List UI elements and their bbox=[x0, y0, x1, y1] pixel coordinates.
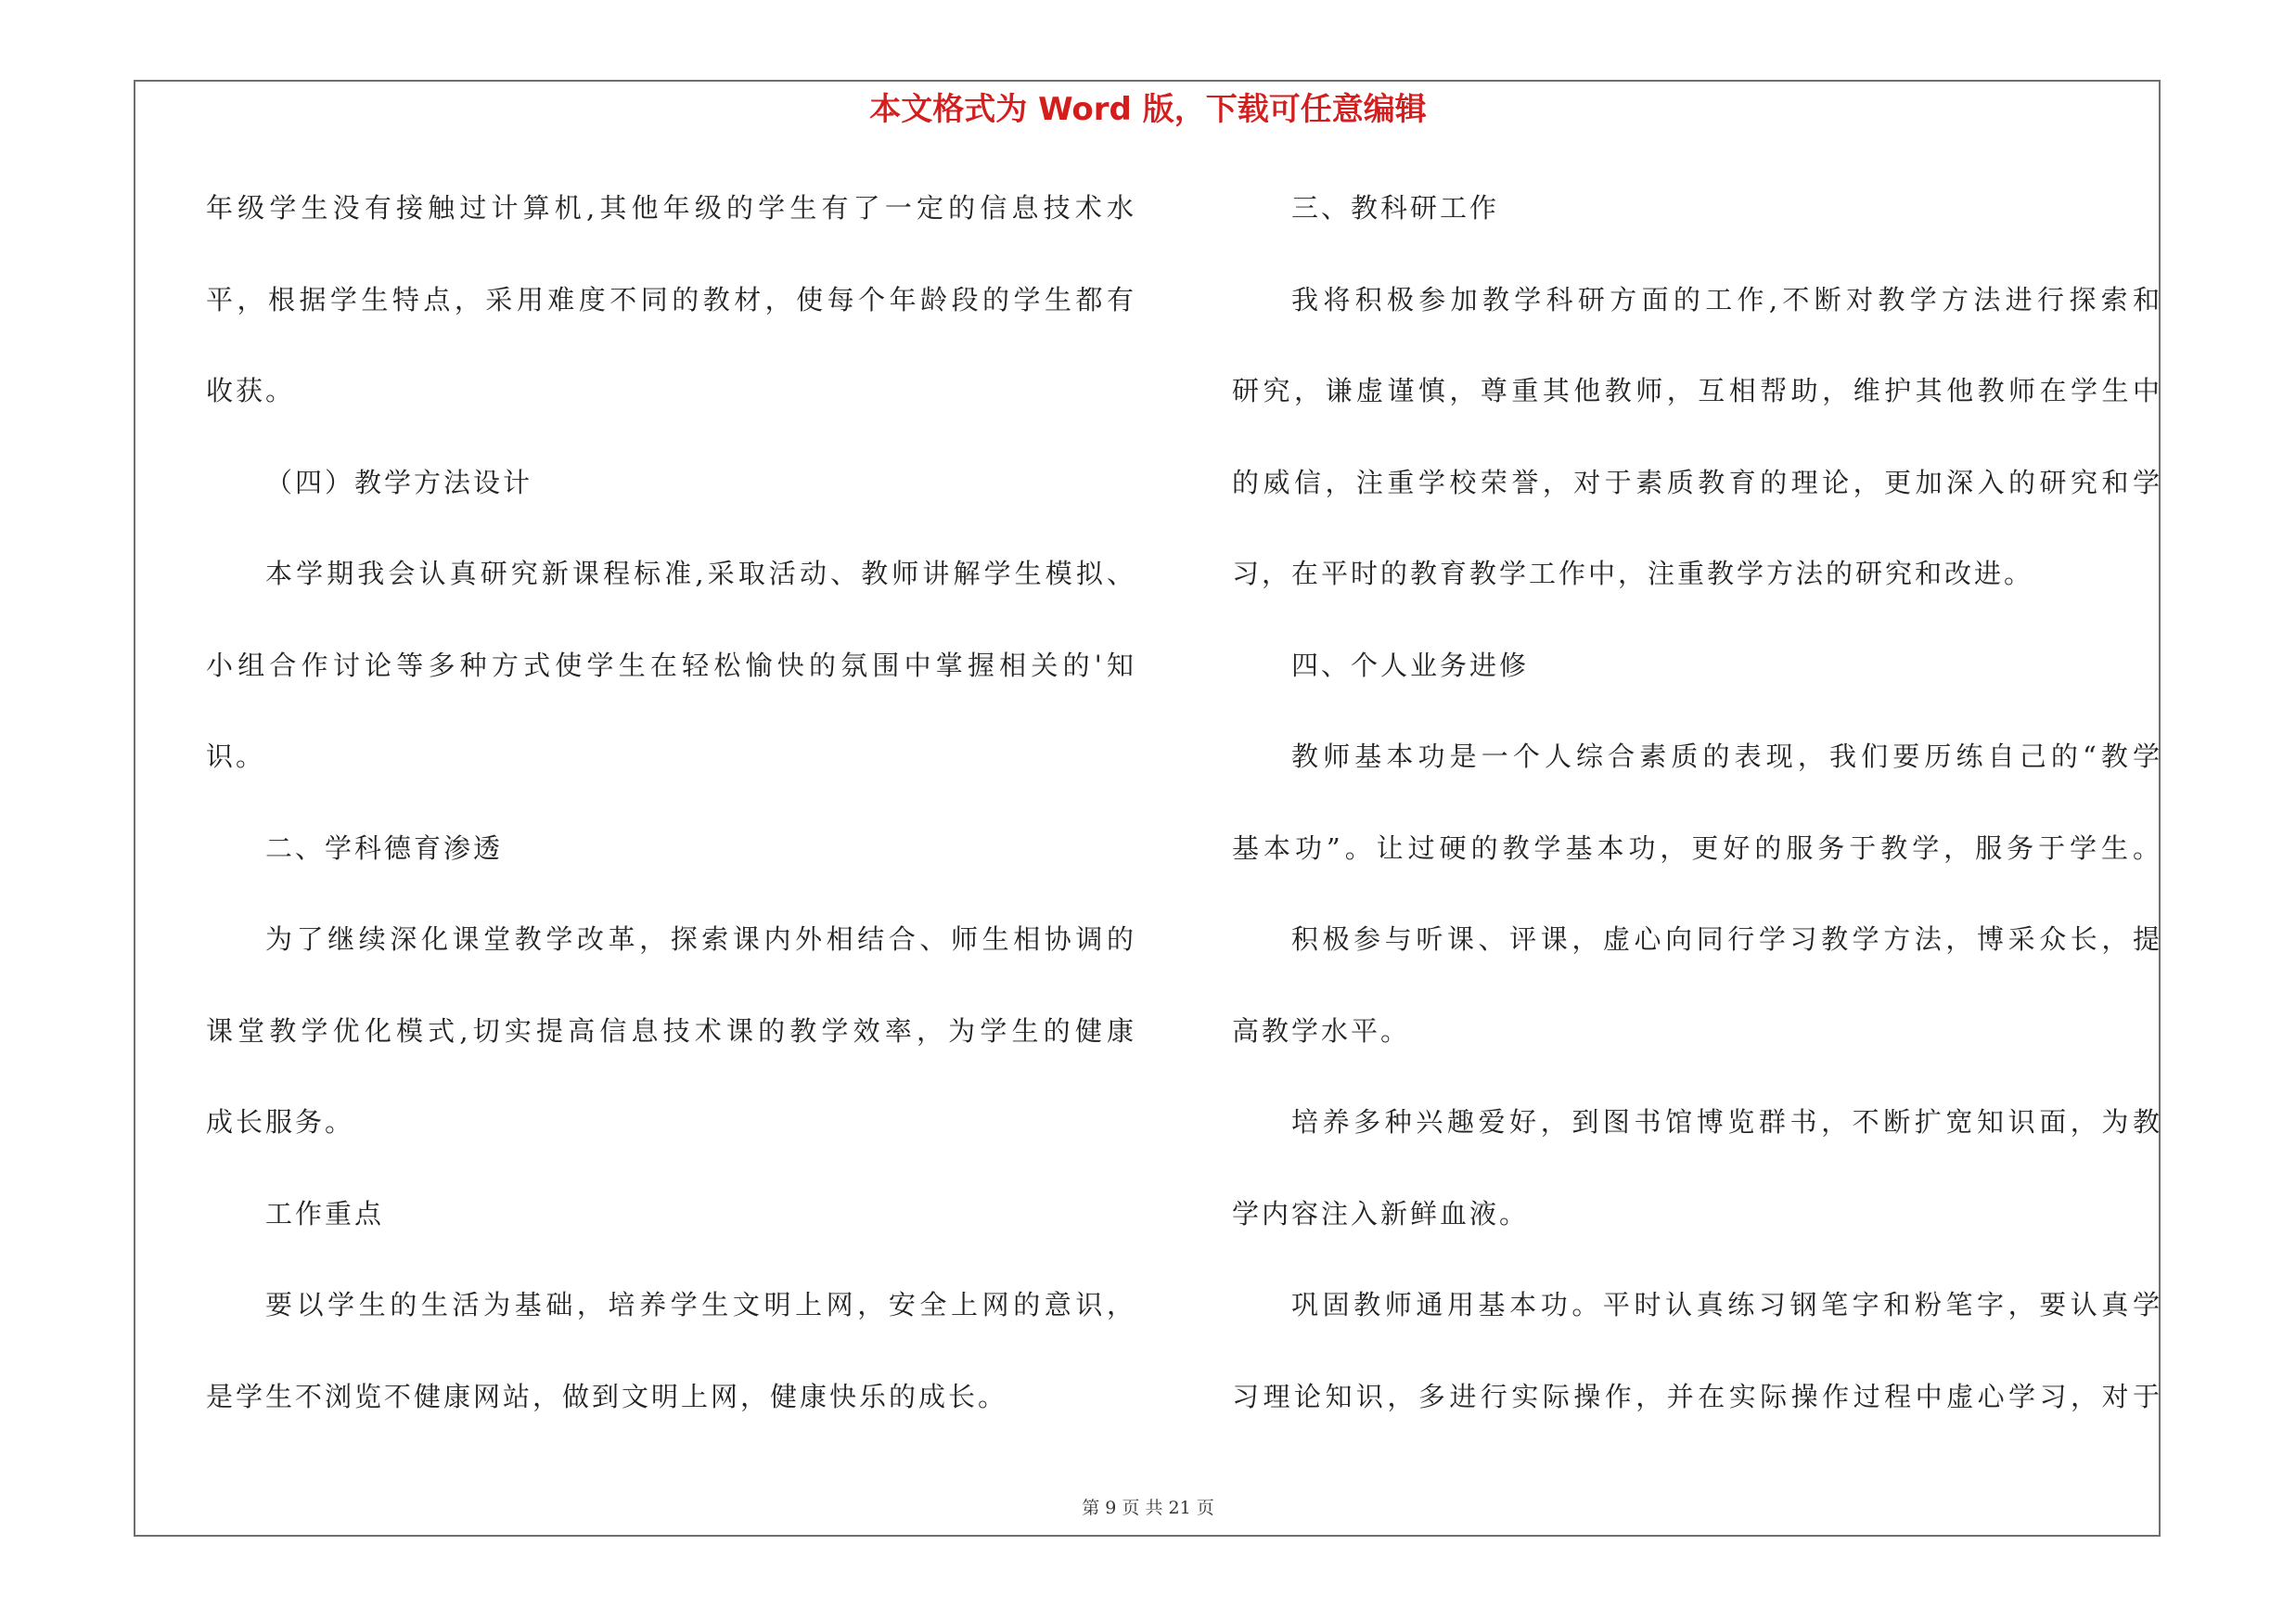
text-line: 三、教科研工作 bbox=[1291, 192, 1500, 224]
text-line: 要以学生的生活为基础，培养学生文明上网，安全上网的意识， bbox=[265, 1289, 1134, 1320]
text-line: 为了继续深化课堂教学改革，探索课内外相结合、师生相协调的 bbox=[265, 923, 1134, 955]
text-line: 小组合作讨论等多种方式使学生在轻松愉快的氛围中掌握相关的'知 bbox=[206, 649, 1134, 681]
text-line: 我将积极参加教学科研方面的工作,不断对教学方法进行探索和 bbox=[1291, 283, 2160, 316]
text-line: 课堂教学优化模式,切实提高信息技术课的教学效率，为学生的健康 bbox=[206, 1014, 1134, 1047]
text-line: 四、个人业务进修 bbox=[1291, 649, 1530, 681]
text-line: 工作重点 bbox=[265, 1197, 385, 1230]
text-line: 习理论知识，多进行实际操作，并在实际操作过程中虚心学习，对于 bbox=[1232, 1380, 2160, 1412]
text-line: 是学生不浏览不健康网站，做到文明上网，健康快乐的成长。 bbox=[206, 1380, 1008, 1412]
format-banner: 本文格式为 Word 版，下载可任意编辑 bbox=[869, 91, 1427, 128]
text-line: 习，在平时的教育教学工作中，注重教学方法的研究和改进。 bbox=[1232, 558, 2034, 589]
text-line: 平，根据学生特点，采用难度不同的教材，使每个年龄段的学生都有 bbox=[206, 283, 1134, 316]
text-line: 学内容注入新鲜血液。 bbox=[1232, 1197, 1530, 1230]
text-line: 巩固教师通用基本功。平时认真练习钢笔字和粉笔字，要认真学 bbox=[1291, 1289, 2160, 1320]
text-line: 收获。 bbox=[206, 375, 296, 406]
text-line: 二、学科德育渗透 bbox=[265, 831, 504, 864]
text-line: 的威信，注重学校荣誉，对于素质教育的理论，更加深入的研究和学 bbox=[1232, 466, 2160, 498]
page-number-footer: 第 9 页 共 21 页 bbox=[1082, 1498, 1214, 1518]
text-line: 基本功”。让过硬的教学基本功，更好的服务于教学，服务于学生。 bbox=[1232, 831, 2160, 864]
text-line: （四）教学方法设计 bbox=[265, 466, 533, 498]
text-line: 高教学水平。 bbox=[1232, 1014, 1411, 1047]
text-line: 研究，谦虚谨慎，尊重其他教师，互相帮助，维护其他教师在学生中 bbox=[1232, 375, 2160, 406]
text-line: 教师基本功是一个人综合素质的表现，我们要历练自己的“教学 bbox=[1291, 741, 2160, 772]
text-line: 积极参与听课、评课，虚心向同行学习教学方法，博采众长，提 bbox=[1291, 923, 2160, 955]
text-line: 年级学生没有接触过计算机,其他年级的学生有了一定的信息技术水 bbox=[206, 192, 1134, 224]
text-line: 成长服务。 bbox=[206, 1106, 355, 1138]
text-line: 本学期我会认真研究新课程标准,采取活动、教师讲解学生模拟、 bbox=[265, 558, 1134, 589]
text-line: 识。 bbox=[206, 741, 266, 772]
text-line: 培养多种兴趣爱好，到图书馆博览群书，不断扩宽知识面，为教 bbox=[1291, 1106, 2160, 1138]
